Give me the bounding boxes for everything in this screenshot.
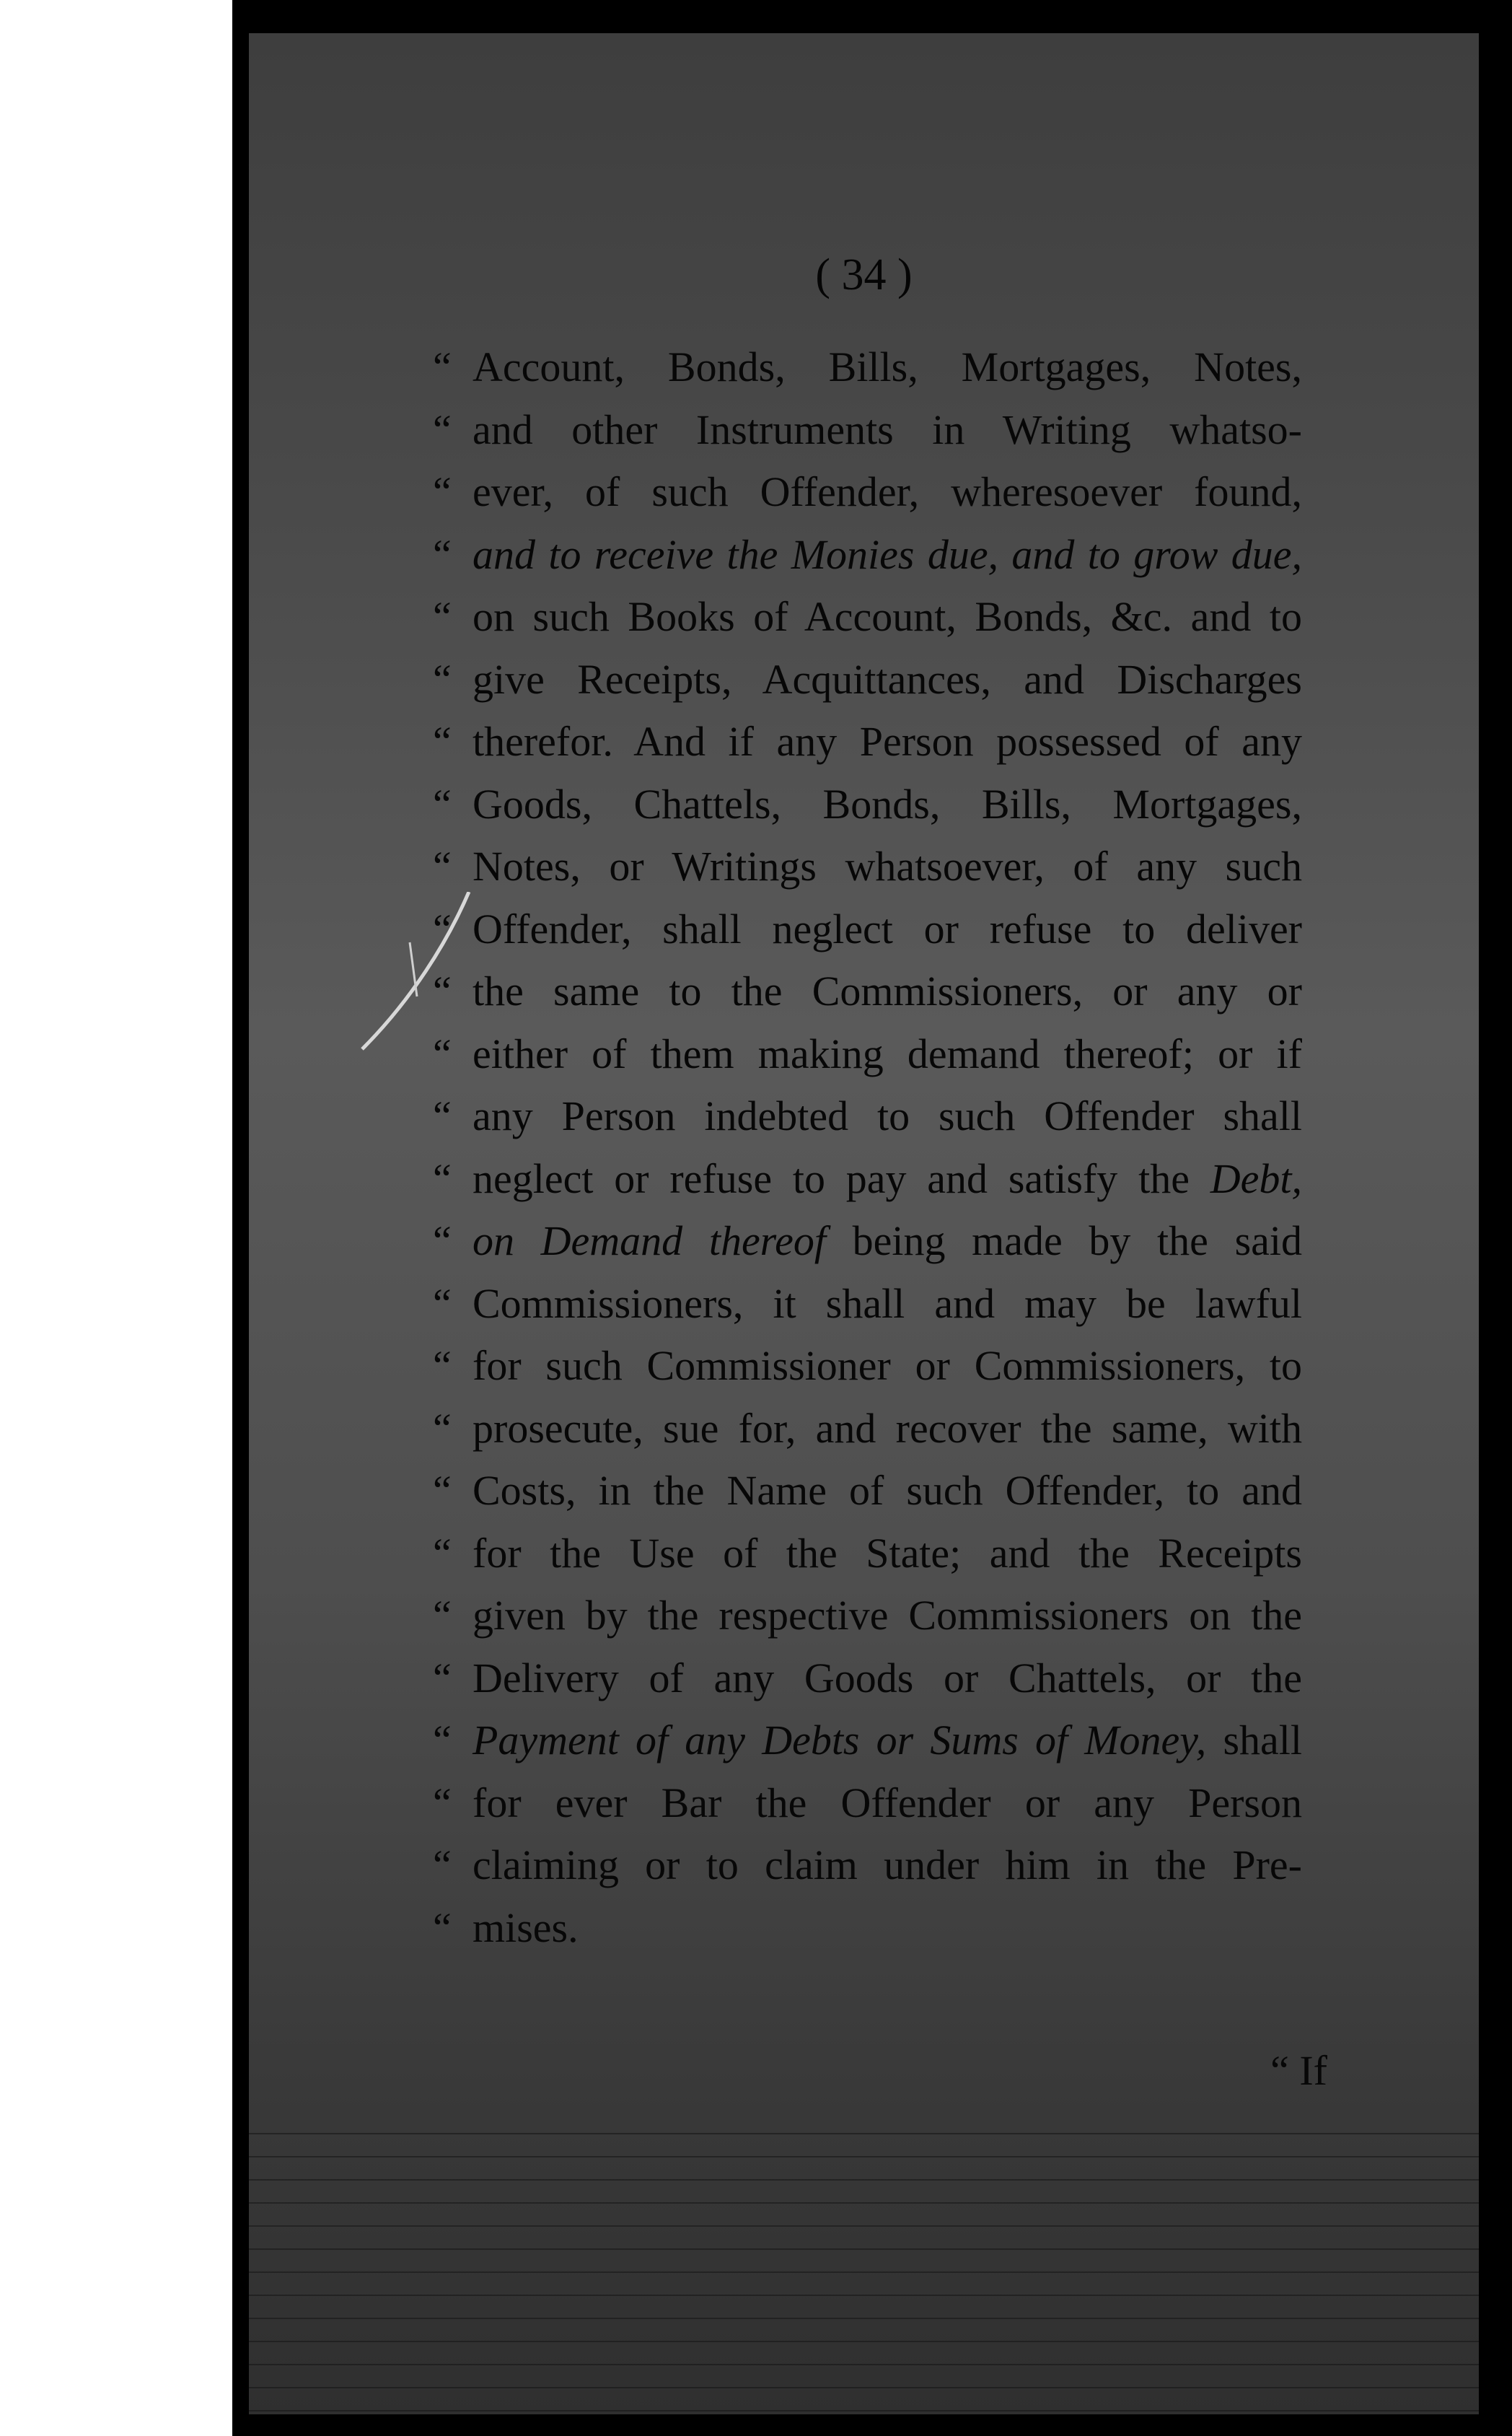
text-line (433, 586, 1302, 649)
quotation-mark: “ (433, 1841, 452, 1888)
quotation-mark: “ (433, 1467, 452, 1514)
quotation-mark: “ (433, 1592, 452, 1639)
quotation-mark: “ (433, 1279, 452, 1327)
line-text: and other Instruments in Writing whatso- (472, 406, 1302, 453)
quotation-mark: “ (433, 1779, 452, 1826)
quotation-mark: “ (433, 1092, 452, 1139)
paper-scratch-mark (361, 892, 476, 1051)
line-text: give Receipts, Acquittances, and Discharges (472, 655, 1302, 703)
line-text: and to receive the Monies due, and to grow due, (472, 530, 1302, 578)
quotation-mark: “ (433, 780, 452, 828)
text-line (433, 1522, 1302, 1585)
text-line (433, 1148, 1302, 1211)
text-line (433, 524, 1302, 587)
quotation-mark: “ (433, 1155, 452, 1202)
line-text: any Person indebted to such Offender shall (472, 1092, 1302, 1139)
line-segment: on Demand thereof (472, 1217, 826, 1264)
text-line (433, 1023, 1302, 1086)
quotation-mark: “ (433, 468, 452, 515)
text-line (433, 1709, 1302, 1772)
text-line (433, 1460, 1302, 1522)
line-text: Offender, shall neglect or refuse to deliver (472, 905, 1302, 952)
line-text: the same to the Commissioners, or any or (472, 968, 1302, 1015)
quotation-mark: “ (433, 530, 452, 578)
text-line (433, 1772, 1302, 1835)
quotation-mark: “ (433, 343, 452, 390)
line-text: Notes, or Writings whatsoever, of any such (472, 843, 1302, 890)
quotation-mark: “ (433, 1217, 452, 1264)
text-line (433, 1647, 1302, 1710)
text-line (433, 774, 1302, 836)
book-page (249, 33, 1479, 2414)
text-line (433, 960, 1302, 1023)
quotation-mark: “ (433, 905, 452, 952)
text-line (433, 461, 1302, 524)
quotation-mark: “ (433, 718, 452, 765)
quotation-mark: “ (433, 406, 452, 453)
line-segment: Debt, (1210, 1155, 1302, 1202)
page-edge-lines (249, 2111, 1479, 2414)
quotation-mark: “ (433, 968, 452, 1015)
quotation-mark: “ (433, 1903, 452, 1951)
quotation-mark: “ (433, 843, 452, 890)
quotation-mark: “ (433, 1529, 452, 1577)
line-text: Costs, in the Name of such Offender, to and (472, 1467, 1302, 1514)
text-line (433, 1398, 1302, 1460)
quotation-mark: “ (433, 1717, 452, 1764)
quotation-mark: “ (433, 1654, 452, 1701)
line-text: on such Books of Account, Bonds, &c. and to (472, 593, 1302, 640)
line-segment: Payment of any Debts or Sums of Money, (472, 1717, 1207, 1764)
line-text: therefor. And if any Person possessed of any (472, 718, 1302, 765)
text-line (433, 1335, 1302, 1398)
line-text: for ever Bar the Offender or any Person (472, 1779, 1302, 1826)
page-number-header: ( 34 ) (815, 250, 913, 299)
quotation-mark: “ (433, 593, 452, 640)
text-line (433, 898, 1302, 961)
text-line (433, 1585, 1302, 1647)
text-line (433, 336, 1302, 399)
text-line (433, 1834, 1302, 1897)
line-text: ever, of such Offender, wheresoever found, (472, 468, 1302, 515)
text-line (433, 836, 1302, 898)
quotation-mark: “ (433, 1342, 452, 1389)
line-segment: being made by the said (825, 1217, 1302, 1264)
line-text: for the Use of the State; and the Receipts (472, 1529, 1302, 1577)
line-text: Delivery of any Goods or Chattels, or the (472, 1654, 1302, 1701)
catchword: “ If (1270, 2047, 1327, 2094)
quotation-mark: “ (433, 1404, 452, 1452)
line-text: for such Commissioner or Commissioners, to (472, 1342, 1302, 1389)
line-text (472, 1210, 1302, 1273)
text-line (433, 399, 1302, 462)
line-text: given by the respective Commissioners on the (472, 1592, 1302, 1639)
body-text (433, 336, 1302, 1959)
text-line (433, 711, 1302, 774)
quotation-mark: “ (433, 1030, 452, 1077)
line-text: mises. (472, 1903, 579, 1951)
line-text: Goods, Chattels, Bonds, Bills, Mortgages, (472, 780, 1302, 828)
line-segment: shall (1206, 1717, 1302, 1764)
text-line (433, 1210, 1302, 1273)
line-text (472, 1709, 1302, 1772)
line-text: either of them making demand thereof; or if (472, 1030, 1302, 1077)
text-line (433, 1897, 1302, 1960)
text-line (433, 649, 1302, 711)
scan-margin (0, 0, 232, 2436)
line-text: Commissioners, it shall and may be lawful (472, 1279, 1302, 1327)
line-segment: neglect or refuse to pay and satisfy the (472, 1155, 1210, 1202)
quotation-mark: “ (433, 655, 452, 703)
line-text: Account, Bonds, Bills, Mortgages, Notes, (472, 343, 1302, 390)
text-line (433, 1273, 1302, 1336)
line-text (472, 1148, 1302, 1211)
text-line (433, 1085, 1302, 1148)
line-text: prosecute, sue for, and recover the same, with (472, 1404, 1302, 1452)
line-text: claiming or to claim under him in the Pre- (472, 1841, 1302, 1888)
